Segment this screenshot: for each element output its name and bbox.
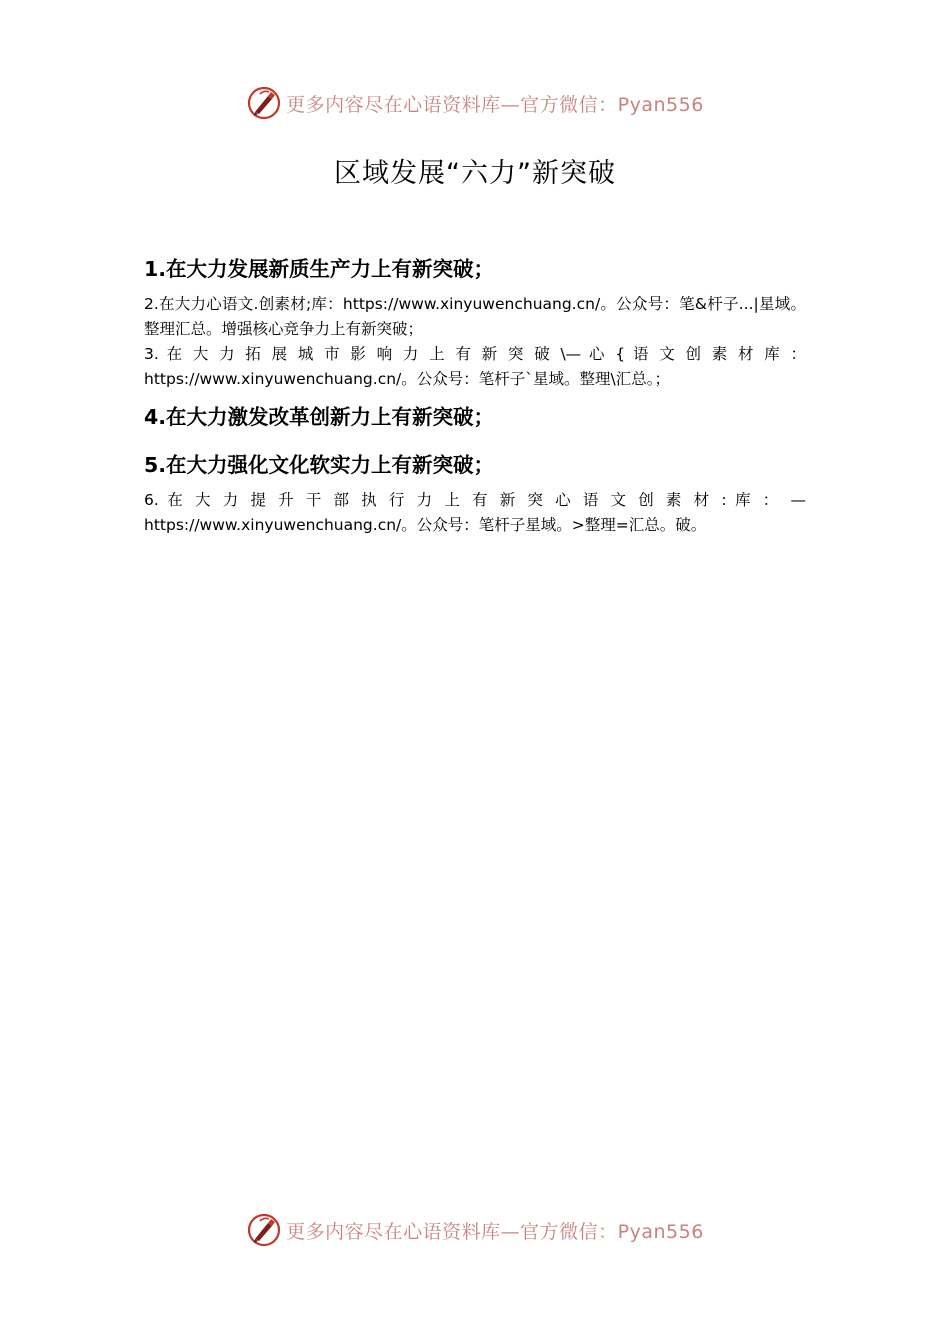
watermark-text: 更多内容尽在心语资料库—官方微信：Pyan556: [286, 93, 704, 116]
document-body: [144, 250, 806, 538]
heading-item-4: 4.在大力激发改革创新力上有新突破；: [144, 405, 495, 429]
pen-logo-icon: [246, 1212, 282, 1248]
heading-item-5: 5.在大力强化文化软实力上有新突破；: [144, 453, 495, 477]
pen-logo-icon: [246, 85, 282, 121]
paragraph-item-2: 2.在大力心语文.创素材;库：https://www.xinyuwenchuang.cn/。公众号：笔&杆子...|星域。整理汇总。增强核心竞争力上有新突破；: [144, 295, 806, 338]
wechat-id: Pyan556: [617, 1220, 704, 1243]
watermark-text: 更多内容尽在心语资料库—官方微信：Pyan556: [286, 1220, 704, 1243]
paragraph-item-3: 3. 在 大 力 拓 展 城 市 影 响 力 上 有 新 突 破 \— 心 { 语 文 创 素 材 库 ： https://www.xinyuwenchuang.cn/。公众号：笔杆子`星域。整理\汇总。；: [144, 345, 806, 388]
wechat-id: Pyan556: [617, 93, 704, 116]
document-title: 区域发展“六力”新突破: [334, 158, 616, 189]
paragraph-item-6: 6. 在 大 力 提 升 干 部 执 行 力 上 有 新 突 心 语 文 创 素 材 : 库 ： — https://www.xinyuwenchuang.cn/。公众号：笔杆子星域。>整理=汇总。破。: [144, 491, 806, 534]
heading-item-1: 1.在大力发展新质生产力上有新突破；: [144, 257, 495, 281]
footer-watermark: [0, 1210, 950, 1250]
header-watermark: [0, 83, 950, 123]
